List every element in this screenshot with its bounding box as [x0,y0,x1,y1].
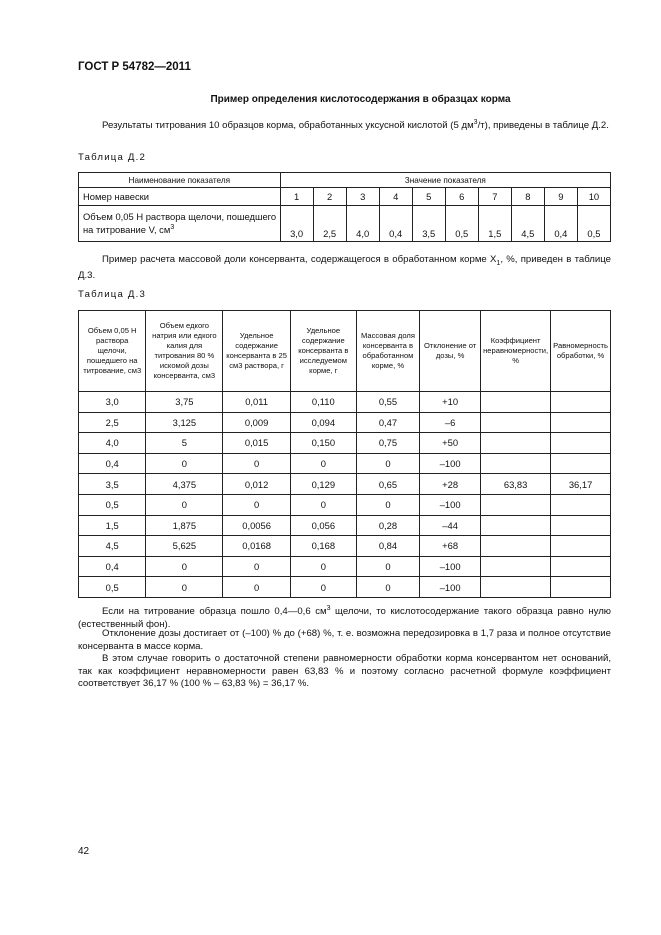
table-cell [551,536,611,557]
conclusion-paragraph-2: Отклонение дозы достигает от (–100) % до (+68) %, т. е. возможна передозировка в 1,7 раза и полное отсутствие консерванта в массе корма. [78,628,611,652]
table-cell: 0,0168 [223,536,291,557]
table-cell: +50 [420,433,481,454]
intro-paragraph [78,117,611,133]
conclusion-paragraph-1 [78,603,611,631]
table-cell [481,536,551,557]
table-cell: 4 [379,188,412,206]
table-d3 [78,310,611,598]
table-d3-caption: Таблица Д.3 [78,289,146,300]
table-cell: 5,625 [146,536,223,557]
table-cell: 7 [478,188,511,206]
table-d2 [78,172,611,242]
table-cell: –44 [420,515,481,536]
table-cell: 0 [290,453,356,474]
table-d3-header: Коэффициент неравномерности, % [481,311,551,392]
table-row [79,433,611,454]
table-cell: 0 [146,577,223,598]
table-cell: 8 [511,188,544,206]
table-cell: 0,65 [356,474,419,495]
coefficient-cell: 63,83 [481,474,551,495]
table-cell: 0 [223,453,291,474]
table-cell: 3,0 [280,206,313,242]
table-cell [481,453,551,474]
table-cell: 0,28 [356,515,419,536]
table-cell: 3,5 [412,206,445,242]
table-cell: 10 [577,188,610,206]
table-cell: 0,5 [577,206,610,242]
example-sub: 1 [496,259,501,267]
table-cell: 0,5 [445,206,478,242]
intro-text: Результаты титрования 10 образцов корма, обработанных уксусной кислотой (5 дм [102,120,474,132]
table-d2-caption: Таблица Д.2 [78,152,146,163]
table-cell [551,412,611,433]
section-title: Пример определения кислотосодержания в образцах корма [210,94,511,105]
table-cell: 0 [356,494,419,515]
table-cell: 3,0 [79,392,146,413]
table-cell: 0,0056 [223,515,291,536]
table-cell [551,515,611,536]
table-cell: 2,5 [313,206,346,242]
table-cell: 0 [356,556,419,577]
table-d3-header: Удельное содержание консерванта в исследуемом корме, г [290,311,356,392]
table-cell [551,392,611,413]
table-cell: 1,875 [146,515,223,536]
intro-text-end: /т), приведены в таблице Д.2. [477,120,609,132]
table-row [79,453,611,474]
table-cell: 5 [412,188,445,206]
table-row [79,515,611,536]
table-row [79,536,611,557]
table-row [79,392,611,413]
table-cell: 2 [313,188,346,206]
page-number: 42 [78,846,90,857]
conclusion-1-text: Если на титрование образца пошло 0,4—0,6 см [102,606,327,618]
table-cell [481,556,551,577]
table-cell [481,577,551,598]
document-code: ГОСТ Р 54782—2011 [78,61,191,73]
table-cell: 0,012 [223,474,291,495]
table-cell: 9 [544,188,577,206]
table-cell: 0,015 [223,433,291,454]
table-cell [481,412,551,433]
table-cell: 4,375 [146,474,223,495]
table-cell: 0,47 [356,412,419,433]
table-d3-header: Объем 0,05 Н раствора щелочи, пошедшего на титрование, см3 [79,311,146,392]
table-cell: 0,4 [79,556,146,577]
table-cell: 0,056 [290,515,356,536]
intro-sup: 3 [473,119,478,126]
table-cell [551,433,611,454]
table-cell: 1 [280,188,313,206]
table-cell: –6 [420,412,481,433]
table-d2-volume-row [79,206,611,242]
table-cell: 0,84 [356,536,419,557]
table-cell: 0 [356,453,419,474]
conclusion-paragraph-3: В этом случае говорить о достаточной степени равномерности обработки корма консервантом нет оснований, так как коэффициент неравномерности равен 63,83 % и поэтому согласно расчетной формуле коэффициент соответствует 36,17 % (100 % – 63,83 %) = 36,17 %. [78,653,611,689]
table-cell: 1,5 [478,206,511,242]
volume-label-sup: 3 [170,224,175,232]
table-cell: 3,75 [146,392,223,413]
table-cell: 0,5 [79,577,146,598]
table-row [79,556,611,577]
example-text: Пример расчета массовой доли консерванта, содержащегося в обработанном корме X [102,254,497,265]
table-cell: –100 [420,556,481,577]
table-d2-header-value: Значение показателя [280,173,610,188]
table-cell: 4,0 [79,433,146,454]
table-cell: 0,75 [356,433,419,454]
table-cell: 0,110 [290,392,356,413]
table-cell: 0,4 [379,206,412,242]
table-cell: 0 [146,556,223,577]
table-cell: 4,5 [511,206,544,242]
table-row [79,577,611,598]
table-cell [481,392,551,413]
table-cell: 0 [146,453,223,474]
table-cell: 0 [290,577,356,598]
table-cell: 0,094 [290,412,356,433]
table-cell [551,556,611,577]
table-cell: 0,129 [290,474,356,495]
table-cell: 0,168 [290,536,356,557]
table-cell: 0 [290,556,356,577]
table-cell: 0,4 [544,206,577,242]
table-row [79,494,611,515]
table-cell: +28 [420,474,481,495]
table-cell: 0 [223,577,291,598]
table-d3-body [79,392,611,598]
table-d3-header: Удельное содержание консерванта в 25 см3 раствора, г [223,311,291,392]
table-row [79,474,611,495]
table-cell: +68 [420,536,481,557]
table-d3-header-row [79,311,611,392]
table-cell: 0,5 [79,494,146,515]
uniformity-cell: 36,17 [551,474,611,495]
table-cell [551,494,611,515]
table-cell: 3,5 [79,474,146,495]
table-d3-header: Равномерность обработки, % [551,311,611,392]
table-d2-header-name: Наименование показателя [79,173,281,188]
table-d3-header: Массовая доля консерванта в обработанном корме, % [356,311,419,392]
table-cell: +10 [420,392,481,413]
conclusion-1-sup: 3 [326,605,331,612]
table-cell: 0,011 [223,392,291,413]
table-cell: 0 [146,494,223,515]
table-cell: 4,0 [346,206,379,242]
table-cell: 0,4 [79,453,146,474]
table-cell [481,494,551,515]
table-cell: 3,125 [146,412,223,433]
table-cell [481,515,551,536]
table-cell: 3 [346,188,379,206]
volume-label-text: Объем 0,05 Н раствора щелочи, пошедшего на титрование V, см [83,211,277,236]
table-cell: 1,5 [79,515,146,536]
table-d2-header-row [79,173,611,188]
table-d3-header: Отклонение от дозы, % [420,311,481,392]
table-cell: 0 [223,494,291,515]
table-cell: 0,009 [223,412,291,433]
table-cell [551,577,611,598]
table-cell: –100 [420,494,481,515]
table-d2-sample-label: Номер навески [79,188,281,206]
table-cell: 0 [290,494,356,515]
table-cell: 2,5 [79,412,146,433]
table-d3-header: Объем едкого натрия или едкого калия для титрования 80 % искомой дозы консерванта, см3 [146,311,223,392]
table-cell: –100 [420,453,481,474]
table-cell: 0,150 [290,433,356,454]
conclusion-1-text-end: щелочи, то кислотосодержание такого образца равно нулю (естественный фон). [78,606,612,630]
table-d2-sample-row [79,188,611,206]
table-cell: 0,55 [356,392,419,413]
table-cell: 0 [356,577,419,598]
table-cell: 6 [445,188,478,206]
table-row [79,412,611,433]
example-paragraph [78,254,611,283]
table-cell: 5 [146,433,223,454]
table-cell: –100 [420,577,481,598]
table-cell [481,433,551,454]
table-d2-volume-label [79,206,281,242]
table-cell: 0 [223,556,291,577]
table-cell [551,453,611,474]
table-cell: 4,5 [79,536,146,557]
example-text-end: , %, приведен в таблице Д.3. [78,254,611,282]
